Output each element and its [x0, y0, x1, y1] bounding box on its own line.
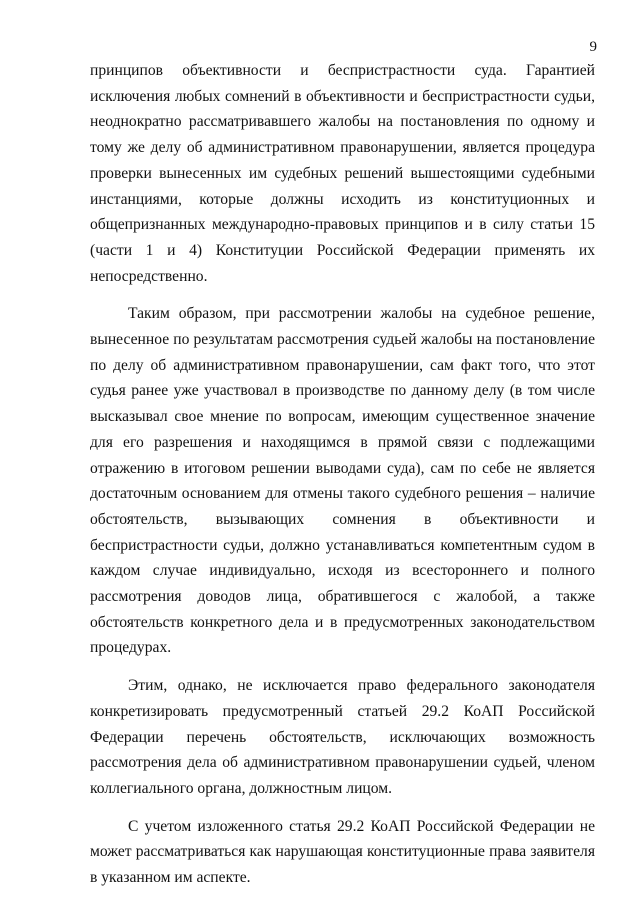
paragraph: Этим, однако, не исключается право федерального законодателя конкретизировать предусмотренный статьей 29.2 КоАП Российской Федерации перечень обстоятельств, исключающих возможность рассмотрения дела об административном правонарушении судьей, членом коллегиального органа, должностным лицом.: [90, 677, 595, 797]
paragraph: С учетом изложенного статья 29.2 КоАП Российской Федерации не может рассматриваться как нарушающая конституционные права заявителя в указанном им аспекте.: [90, 817, 595, 887]
paragraph: Таким образом, при рассмотрении жалобы на судебное решение, вынесенное по результатам рассмотрения судьей жалобы на постановление по делу об административном правонарушении, сам факт того, что этот судья ранее уже участвовал в производстве по данному делу (в том числе высказывал свое мнение по вопросам, имеющим существенное значение для его разрешения и находящимся в прямой связи с подлежащими отражению в итоговом решении выводами суда), сам по себе не является достаточным основанием для отмены такого судебного решения – наличие обстоятельств, вызывающих сомнения в объективности и беспристрастности судьи, должно устанавливаться компетентным судом в каждом случае индивидуально, исходя из всестороннего и полного рассмотрения доводов лица, обратившегося с жалобой, а также обстоятельств конкретного дела и в предусмотренных законодательством процедурах.: [90, 305, 595, 657]
page-number: 9: [589, 39, 597, 55]
paragraph-continuation: принципов объективности и беспристрастности суда. Гарантией исключения любых сомнений в объективности и беспристрастности судьи, неоднократно рассматривавшего жалобы на постановления по одному и тому же делу об административном правонарушении, является процедура проверки вынесенных им судебных решений вышестоящими судебными инстанциями, которые должны исходить из конституционных и общепризнанных международно-правовых принципов и в силу статьи 15 (части 1 и 4) Конституции Российской Федерации применять их непосредственно.: [90, 62, 595, 285]
document-body: [90, 58, 595, 891]
